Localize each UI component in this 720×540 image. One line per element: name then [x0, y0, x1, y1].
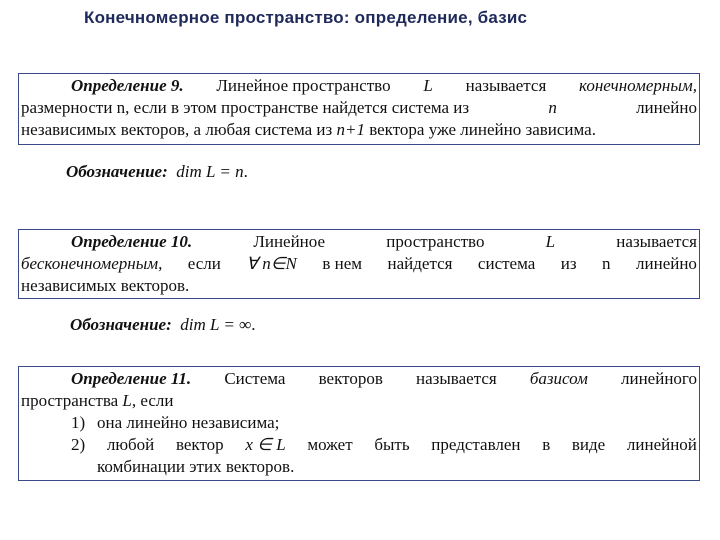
definition-11-item-2: 2) любой вектор x ∈ L может быть представлен в виде линейной [71, 435, 697, 454]
definition-9-line-3: независимых векторов, а любая система из n+1 вектора уже линейно зависима. [21, 120, 596, 139]
notation-finite: Обозначение: dim L = n. [66, 162, 248, 181]
formula-x-in-l: x ∈ L [245, 435, 286, 454]
definition-10-line-3: независимых векторов. [21, 276, 190, 295]
definition-11-line-2: пространства L, если [21, 391, 174, 410]
definition-9-box [18, 73, 700, 145]
definition-9-line-2: размерности n, если в этом пространстве найдется система из n линейно [21, 98, 697, 117]
definition-11-item-1: 1) она линейно независима; [71, 413, 280, 432]
definition-11-box [18, 366, 700, 481]
term-finite-dimensional: конечномерным, [579, 76, 697, 95]
definition-9-line-1: Определение 9. Линейное пространство L называется конечномерным, [71, 76, 697, 95]
definition-10-line-2: бесконечномерным, если ∀ n∈N в нем найдется система из n линейно [21, 254, 697, 273]
formula-forall-n: ∀ n∈N [246, 254, 297, 273]
definition-11-line-1: Определение 11. Система векторов называется базисом линейного [71, 369, 697, 388]
slide-title: Конечномерное пространство: определение, базис [84, 8, 528, 27]
formula-dim-infinity: dim L = ∞ [180, 315, 252, 334]
term-infinite-dimensional: бесконечномерным, [21, 254, 163, 273]
definition-11-label: Определение 11. [71, 369, 192, 388]
definition-10-label: Определение 10. [71, 232, 193, 251]
definition-10-box [18, 229, 700, 299]
definition-11-item-2-continued: комбинации этих векторов. [97, 457, 295, 476]
notation-infinite: Обозначение: dim L = ∞. [70, 315, 256, 334]
term-basis: базисом [529, 369, 588, 388]
definition-10-line-1: Определение 10. Линейное пространство L называется [71, 232, 697, 251]
formula-dim-n: dim L = n [176, 162, 244, 181]
definition-9-label: Определение 9. [71, 76, 184, 95]
